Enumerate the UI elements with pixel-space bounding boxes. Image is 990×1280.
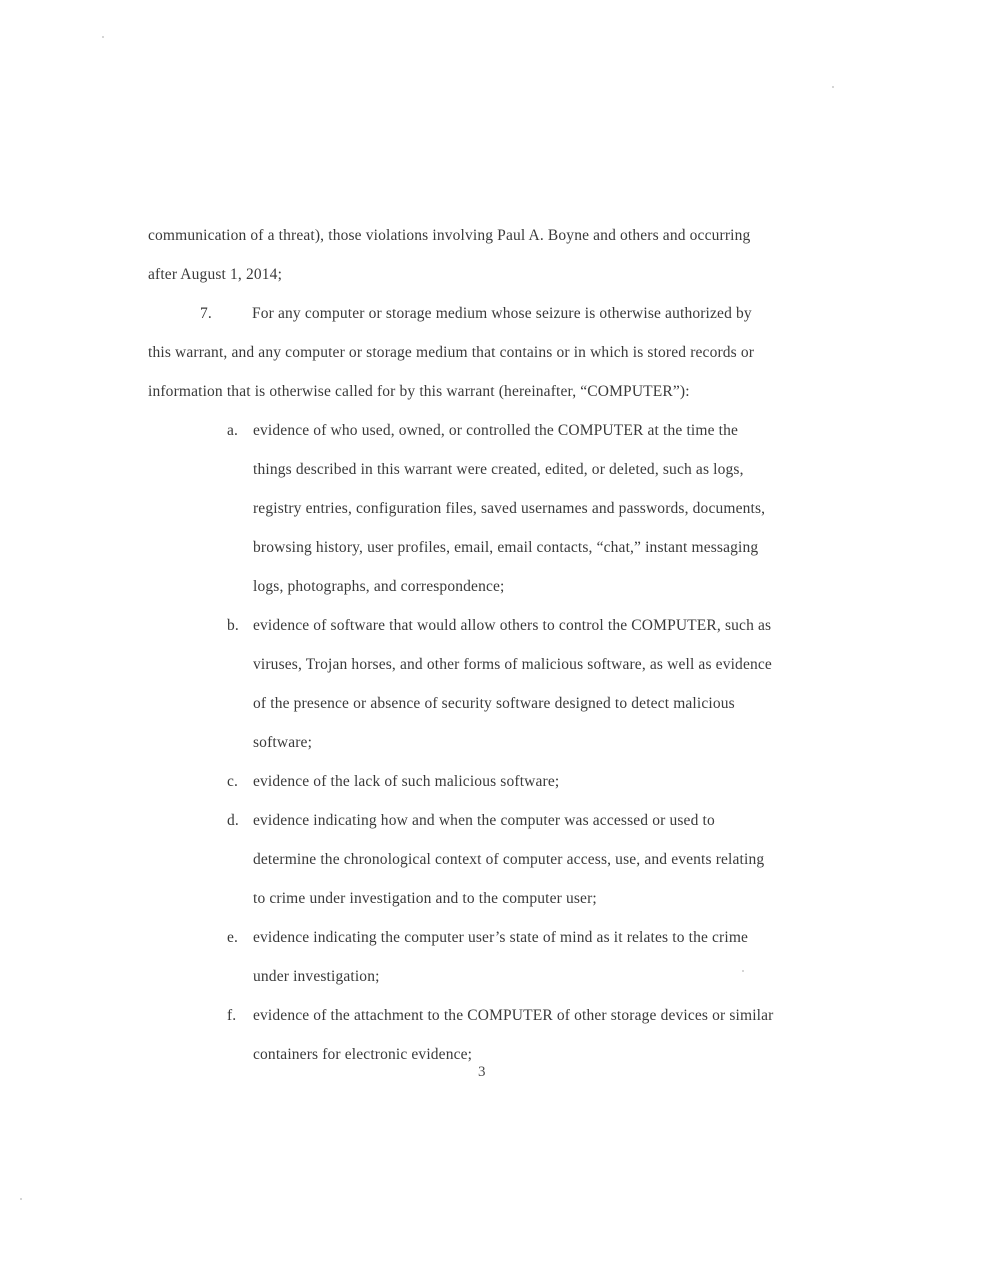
list-line: containers for electronic evidence; (253, 1046, 473, 1063)
list-line: browsing history, user profiles, email, email contacts, “chat,” instant messaging (253, 539, 759, 556)
list-line: evidence indicating the computer user’s state of mind as it relates to the crime (253, 929, 749, 946)
list-item-label: f. (227, 1007, 237, 1024)
body-line: communication of a threat), those violations involving Paul A. Boyne and others and occurring (148, 227, 751, 244)
list-item-a (227, 411, 817, 606)
paragraph-line: this warrant, and any computer or storage medium that contains or in which is stored records or (148, 344, 755, 361)
list-line: of the presence or absence of security software designed to detect malicious (253, 695, 735, 712)
list-item-label: a. (227, 422, 239, 439)
list-line: to crime under investigation and to the computer user; (253, 890, 597, 907)
list-item-c (227, 762, 817, 801)
list-item-label: d. (227, 812, 239, 829)
list-line: evidence of software that would allow others to control the COMPUTER, such as (253, 617, 772, 634)
paragraph-first-line: For any computer or storage medium whose seizure is otherwise authorized by (252, 305, 752, 322)
list-item-text (253, 411, 817, 606)
list-item-label: b. (227, 617, 239, 634)
list-line: viruses, Trojan horses, and other forms of malicious software, as well as evidence (253, 656, 772, 673)
paragraph-7 (148, 294, 828, 333)
list-item-e (227, 918, 817, 996)
body-line: after August 1, 2014; (148, 266, 283, 283)
list-item-d (227, 801, 817, 918)
list-item-label: e. (227, 929, 239, 946)
list-line: under investigation; (253, 968, 380, 985)
list-line: determine the chronological context of computer access, use, and events relating (253, 851, 765, 868)
list-item-text (253, 762, 817, 801)
list-line: evidence indicating how and when the computer was accessed or used to (253, 812, 715, 829)
evidence-list (148, 411, 828, 1074)
list-line: registry entries, configuration files, saved usernames and passwords, documents, (253, 500, 766, 517)
page-number: 3 (478, 1064, 486, 1080)
list-item-f (227, 996, 817, 1074)
list-item-text (253, 801, 817, 918)
list-line: evidence of the attachment to the COMPUTER of other storage devices or similar (253, 1007, 774, 1024)
scan-speck (832, 86, 834, 88)
list-line: things described in this warrant were created, edited, or deleted, such as logs, (253, 461, 744, 478)
list-item-label: c. (227, 773, 239, 790)
list-line: evidence of the lack of such malicious software; (253, 773, 560, 790)
list-line: evidence of who used, owned, or controlled the COMPUTER at the time the (253, 422, 739, 439)
scan-speck (102, 36, 104, 38)
scan-speck (20, 1198, 22, 1200)
paragraph-line: information that is otherwise called for by this warrant (hereinafter, “COMPUTER”): (148, 383, 690, 400)
list-item-text (253, 996, 817, 1074)
list-line: logs, photographs, and correspondence; (253, 578, 505, 595)
document-body (148, 216, 828, 1074)
list-line: software; (253, 734, 313, 751)
list-item-text (253, 918, 817, 996)
list-item-text (253, 606, 817, 762)
paragraph-number: 7. (200, 305, 212, 322)
list-item-b (227, 606, 817, 762)
